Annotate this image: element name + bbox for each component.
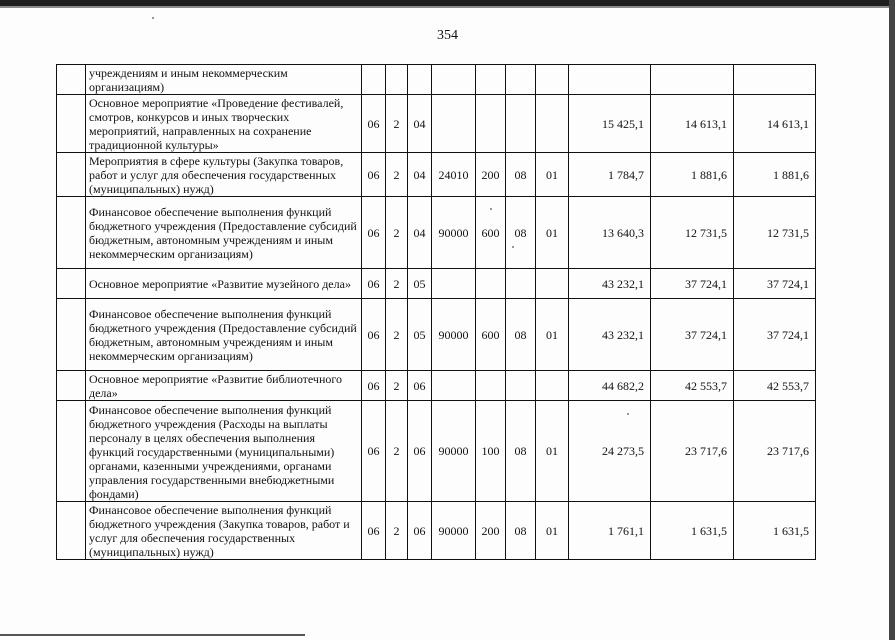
scan-edge-top-shadow	[0, 6, 895, 8]
code-direction: 90000	[432, 502, 476, 560]
code-subsection	[536, 269, 569, 299]
table-row	[57, 269, 816, 299]
code-subprogram	[386, 65, 408, 95]
code-activity: 04	[408, 197, 432, 269]
code-ministry: 06	[362, 269, 386, 299]
amount-year-3: 1 881,6	[734, 153, 816, 197]
amount-year-3: 14 613,1	[734, 95, 816, 153]
scan-edge-right	[889, 0, 895, 640]
code-section	[506, 65, 536, 95]
code-ministry	[362, 65, 386, 95]
amount-year-2: 1 631,5	[651, 502, 734, 560]
code-subprogram: 2	[386, 269, 408, 299]
code-section	[506, 269, 536, 299]
code-direction: 24010	[432, 153, 476, 197]
scan-edge-bottom	[0, 634, 305, 636]
amount-year-2: 12 731,5	[651, 197, 734, 269]
code-expense-type: 100	[476, 401, 506, 502]
budget-table	[56, 64, 816, 560]
amount-year-3: 12 731,5	[734, 197, 816, 269]
code-subprogram: 2	[386, 371, 408, 401]
amount-year-2: 14 613,1	[651, 95, 734, 153]
code-direction	[432, 269, 476, 299]
code-subprogram: 2	[386, 197, 408, 269]
table-row	[57, 502, 816, 560]
code-subsection	[536, 65, 569, 95]
row-description: Финансовое обеспечение выполнения функций бюджетного учреждения (Расходы на выплаты персоналу в целях обеспечения выполнения функций государственными (муниципальными) органами, казенными учреждениями, органами управления государственными внебюджетными фондами)	[86, 401, 362, 502]
code-activity: 06	[408, 502, 432, 560]
row-description: Финансовое обеспечение выполнения функций бюджетного учреждения (Предоставление субсидий бюджетным, автономным учреждениям и иным некоммерческим организациям)	[86, 197, 362, 269]
code-subsection	[536, 371, 569, 401]
amount-year-2: 42 553,7	[651, 371, 734, 401]
amount-year-2: 37 724,1	[651, 269, 734, 299]
code-section: 08	[506, 401, 536, 502]
row-description: Финансовое обеспечение выполнения функций бюджетного учреждения (Предоставление субсидий бюджетным, автономным учреждениям и иным некоммерческим организациям)	[86, 299, 362, 371]
row-number-cell	[57, 502, 86, 560]
amount-year-3	[734, 65, 816, 95]
amount-year-3: 1 631,5	[734, 502, 816, 560]
amount-year-2: 37 724,1	[651, 299, 734, 371]
scan-speck	[152, 17, 154, 19]
code-activity: 06	[408, 371, 432, 401]
scan-speck	[490, 208, 492, 210]
table-row	[57, 401, 816, 502]
code-direction	[432, 95, 476, 153]
amount-year-3: 37 724,1	[734, 299, 816, 371]
code-section: 08	[506, 197, 536, 269]
code-subprogram: 2	[386, 502, 408, 560]
code-expense-type	[476, 65, 506, 95]
amount-year-3: 23 717,6	[734, 401, 816, 502]
row-description: Финансовое обеспечение выполнения функций бюджетного учреждения (Закупка товаров, работ и услуг для обеспечения государственных (муниципальных) нужд)	[86, 502, 362, 560]
row-description: Основное мероприятие «Развитие музейного дела»	[86, 269, 362, 299]
code-direction: 90000	[432, 299, 476, 371]
amount-year-1	[569, 65, 651, 95]
amount-year-1: 15 425,1	[569, 95, 651, 153]
scan-speck	[627, 413, 629, 415]
table-row	[57, 299, 816, 371]
code-expense-type: 200	[476, 153, 506, 197]
code-subsection: 01	[536, 401, 569, 502]
code-activity: 05	[408, 299, 432, 371]
code-section: 08	[506, 502, 536, 560]
row-number-cell	[57, 269, 86, 299]
amount-year-1: 1 761,1	[569, 502, 651, 560]
scan-speck	[512, 246, 514, 248]
row-number-cell	[57, 401, 86, 502]
code-subsection: 01	[536, 153, 569, 197]
amount-year-1: 44 682,2	[569, 371, 651, 401]
code-ministry: 06	[362, 197, 386, 269]
code-activity	[408, 65, 432, 95]
amount-year-2: 1 881,6	[651, 153, 734, 197]
code-activity: 04	[408, 153, 432, 197]
code-section	[506, 371, 536, 401]
code-subsection	[536, 95, 569, 153]
table-row	[57, 95, 816, 153]
row-number-cell	[57, 299, 86, 371]
row-number-cell	[57, 65, 86, 95]
row-number-cell	[57, 95, 86, 153]
code-subsection: 01	[536, 299, 569, 371]
code-subprogram: 2	[386, 401, 408, 502]
amount-year-2	[651, 65, 734, 95]
amount-year-1: 13 640,3	[569, 197, 651, 269]
amount-year-1: 43 232,1	[569, 269, 651, 299]
row-number-cell	[57, 371, 86, 401]
code-section: 08	[506, 153, 536, 197]
table-row	[57, 65, 816, 95]
code-direction: 90000	[432, 401, 476, 502]
row-description: Мероприятия в сфере культуры (Закупка товаров, работ и услуг для обеспечения государственных (муниципальных) нужд)	[86, 153, 362, 197]
code-expense-type: 600	[476, 197, 506, 269]
code-expense-type: 600	[476, 299, 506, 371]
row-description: Основное мероприятие «Проведение фестивалей, смотров, конкурсов и иных творческих мероприятий, направленных на сохранение традиционной культуры»	[86, 95, 362, 153]
amount-year-1: 43 232,1	[569, 299, 651, 371]
row-description: Основное мероприятие «Развитие библиотечного дела»	[86, 371, 362, 401]
code-ministry: 06	[362, 95, 386, 153]
code-expense-type	[476, 95, 506, 153]
table-row	[57, 371, 816, 401]
amount-year-1: 24 273,5	[569, 401, 651, 502]
code-activity: 06	[408, 401, 432, 502]
row-description: учреждениям и иным некоммерческим организациям)	[86, 65, 362, 95]
code-ministry: 06	[362, 401, 386, 502]
code-subprogram: 2	[386, 153, 408, 197]
code-ministry: 06	[362, 371, 386, 401]
amount-year-2: 23 717,6	[651, 401, 734, 502]
code-section: 08	[506, 299, 536, 371]
code-subprogram: 2	[386, 95, 408, 153]
amount-year-3: 42 553,7	[734, 371, 816, 401]
amount-year-3: 37 724,1	[734, 269, 816, 299]
code-subsection: 01	[536, 197, 569, 269]
code-activity: 05	[408, 269, 432, 299]
code-expense-type	[476, 269, 506, 299]
code-activity: 04	[408, 95, 432, 153]
table-row	[57, 153, 816, 197]
code-section	[506, 95, 536, 153]
code-direction	[432, 371, 476, 401]
code-expense-type: 200	[476, 502, 506, 560]
code-direction	[432, 65, 476, 95]
code-ministry: 06	[362, 502, 386, 560]
code-expense-type	[476, 371, 506, 401]
amount-year-1: 1 784,7	[569, 153, 651, 197]
code-ministry: 06	[362, 299, 386, 371]
row-number-cell	[57, 153, 86, 197]
row-number-cell	[57, 197, 86, 269]
code-subsection: 01	[536, 502, 569, 560]
code-ministry: 06	[362, 153, 386, 197]
table-row	[57, 197, 816, 269]
page-number: 354	[437, 28, 458, 43]
code-direction: 90000	[432, 197, 476, 269]
code-subprogram: 2	[386, 299, 408, 371]
